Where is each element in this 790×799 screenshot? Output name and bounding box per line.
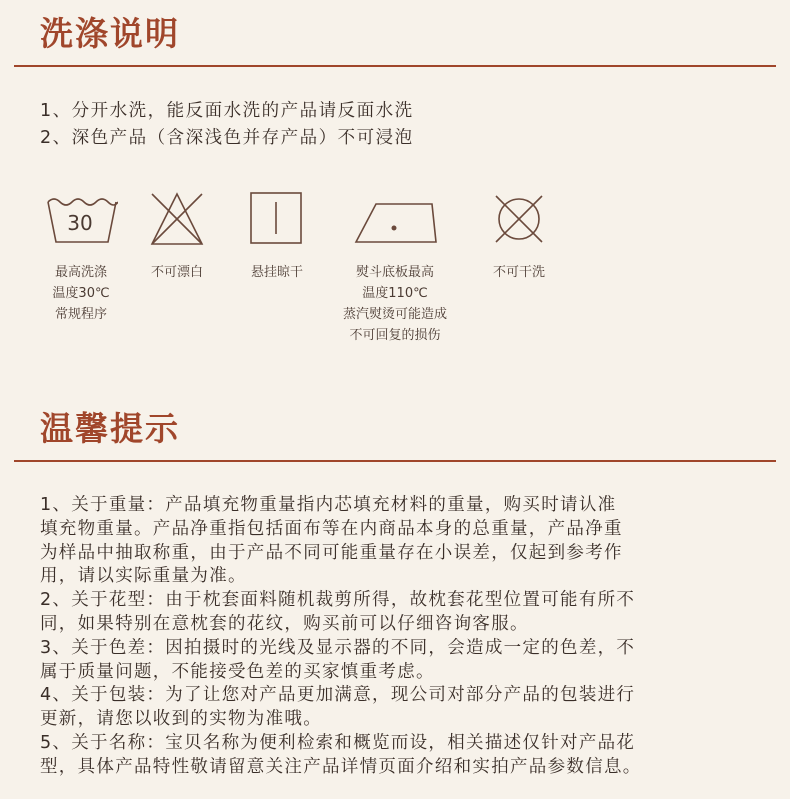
label-line: 蒸汽熨烫可能造成	[342, 307, 447, 322]
tip-line: 用，请以实际重量为准。	[40, 566, 247, 587]
label-line: 常规程序	[54, 307, 107, 322]
label-line: 不可漂白	[150, 265, 203, 280]
label-line: 温度30℃	[52, 286, 110, 301]
tip-line: 填充物重量。产品净重指包括面布等在内商品本身的总重量，产品净重	[40, 518, 623, 539]
line-dry-label	[236, 262, 318, 283]
line-dry-icon	[248, 190, 304, 250]
wash-30-label	[38, 262, 124, 325]
tip-line: 4、关于包装：为了让您对产品更加满意，现公司对部分产品的包装进行	[40, 685, 636, 706]
no-dry-clean-icon	[490, 190, 548, 250]
tips-section-title: 温馨提示	[40, 409, 180, 448]
tip-line: 更新，请您以收到的实物为准哦。	[40, 709, 322, 730]
tip-line: 为样品中抽取称重，由于产品不同可能重量存在小误差，仅起到参考作	[40, 542, 623, 563]
wash-instruction-line: 2、深色产品（含深浅色并存产品）不可浸泡	[40, 128, 414, 148]
wash-temp-text: 30	[67, 211, 93, 235]
wash-instructions	[40, 98, 414, 152]
tip-line: 5、关于名称：宝贝名称为便利检索和概览而设，相关描述仅针对产品花	[40, 732, 636, 753]
tip-line: 3、关于色差：因拍摄时的光线及显示器的不同，会造成一定的色差，不	[40, 637, 636, 658]
tip-line: 属于质量问题，不能接受色差的买家慎重考虑。	[40, 661, 435, 682]
tips-body	[40, 494, 770, 780]
label-line: 不可回复的损伤	[349, 328, 441, 343]
label-line: 熨斗底板最高	[355, 265, 434, 280]
tip-line: 2、关于花型：由于枕套面料随机裁剪所得，故枕套花型位置可能有所不	[40, 590, 636, 611]
label-line: 不可干洗	[492, 265, 545, 280]
no-bleach-label	[136, 262, 218, 283]
label-line: 温度110℃	[362, 286, 428, 301]
iron-low-label	[330, 262, 460, 346]
tip-line: 1、关于重量：产品填充物重量指内芯填充材料的重量，购买时请认准	[40, 495, 617, 515]
wash-instruction-line: 1、分开水洗，能反面水洗的产品请反面水洗	[40, 101, 414, 121]
tip-line: 同，如果特别在意枕套的花纹，购买前可以仔细咨询客服。	[40, 613, 529, 634]
no-bleach-icon	[148, 190, 206, 250]
tips-section-divider	[14, 460, 776, 462]
wash-30-icon	[46, 190, 118, 250]
wash-section-divider	[14, 65, 776, 67]
wash-section-title: 洗涤说明	[40, 14, 180, 53]
no-dry-clean-label	[478, 262, 560, 283]
label-line: 最高洗涤	[54, 265, 107, 280]
label-line: 悬挂晾干	[250, 265, 303, 280]
iron-low-icon	[352, 190, 438, 250]
tip-line: 型，具体产品特性敬请留意关注产品详情页面介绍和实拍产品参数信息。	[40, 756, 642, 777]
